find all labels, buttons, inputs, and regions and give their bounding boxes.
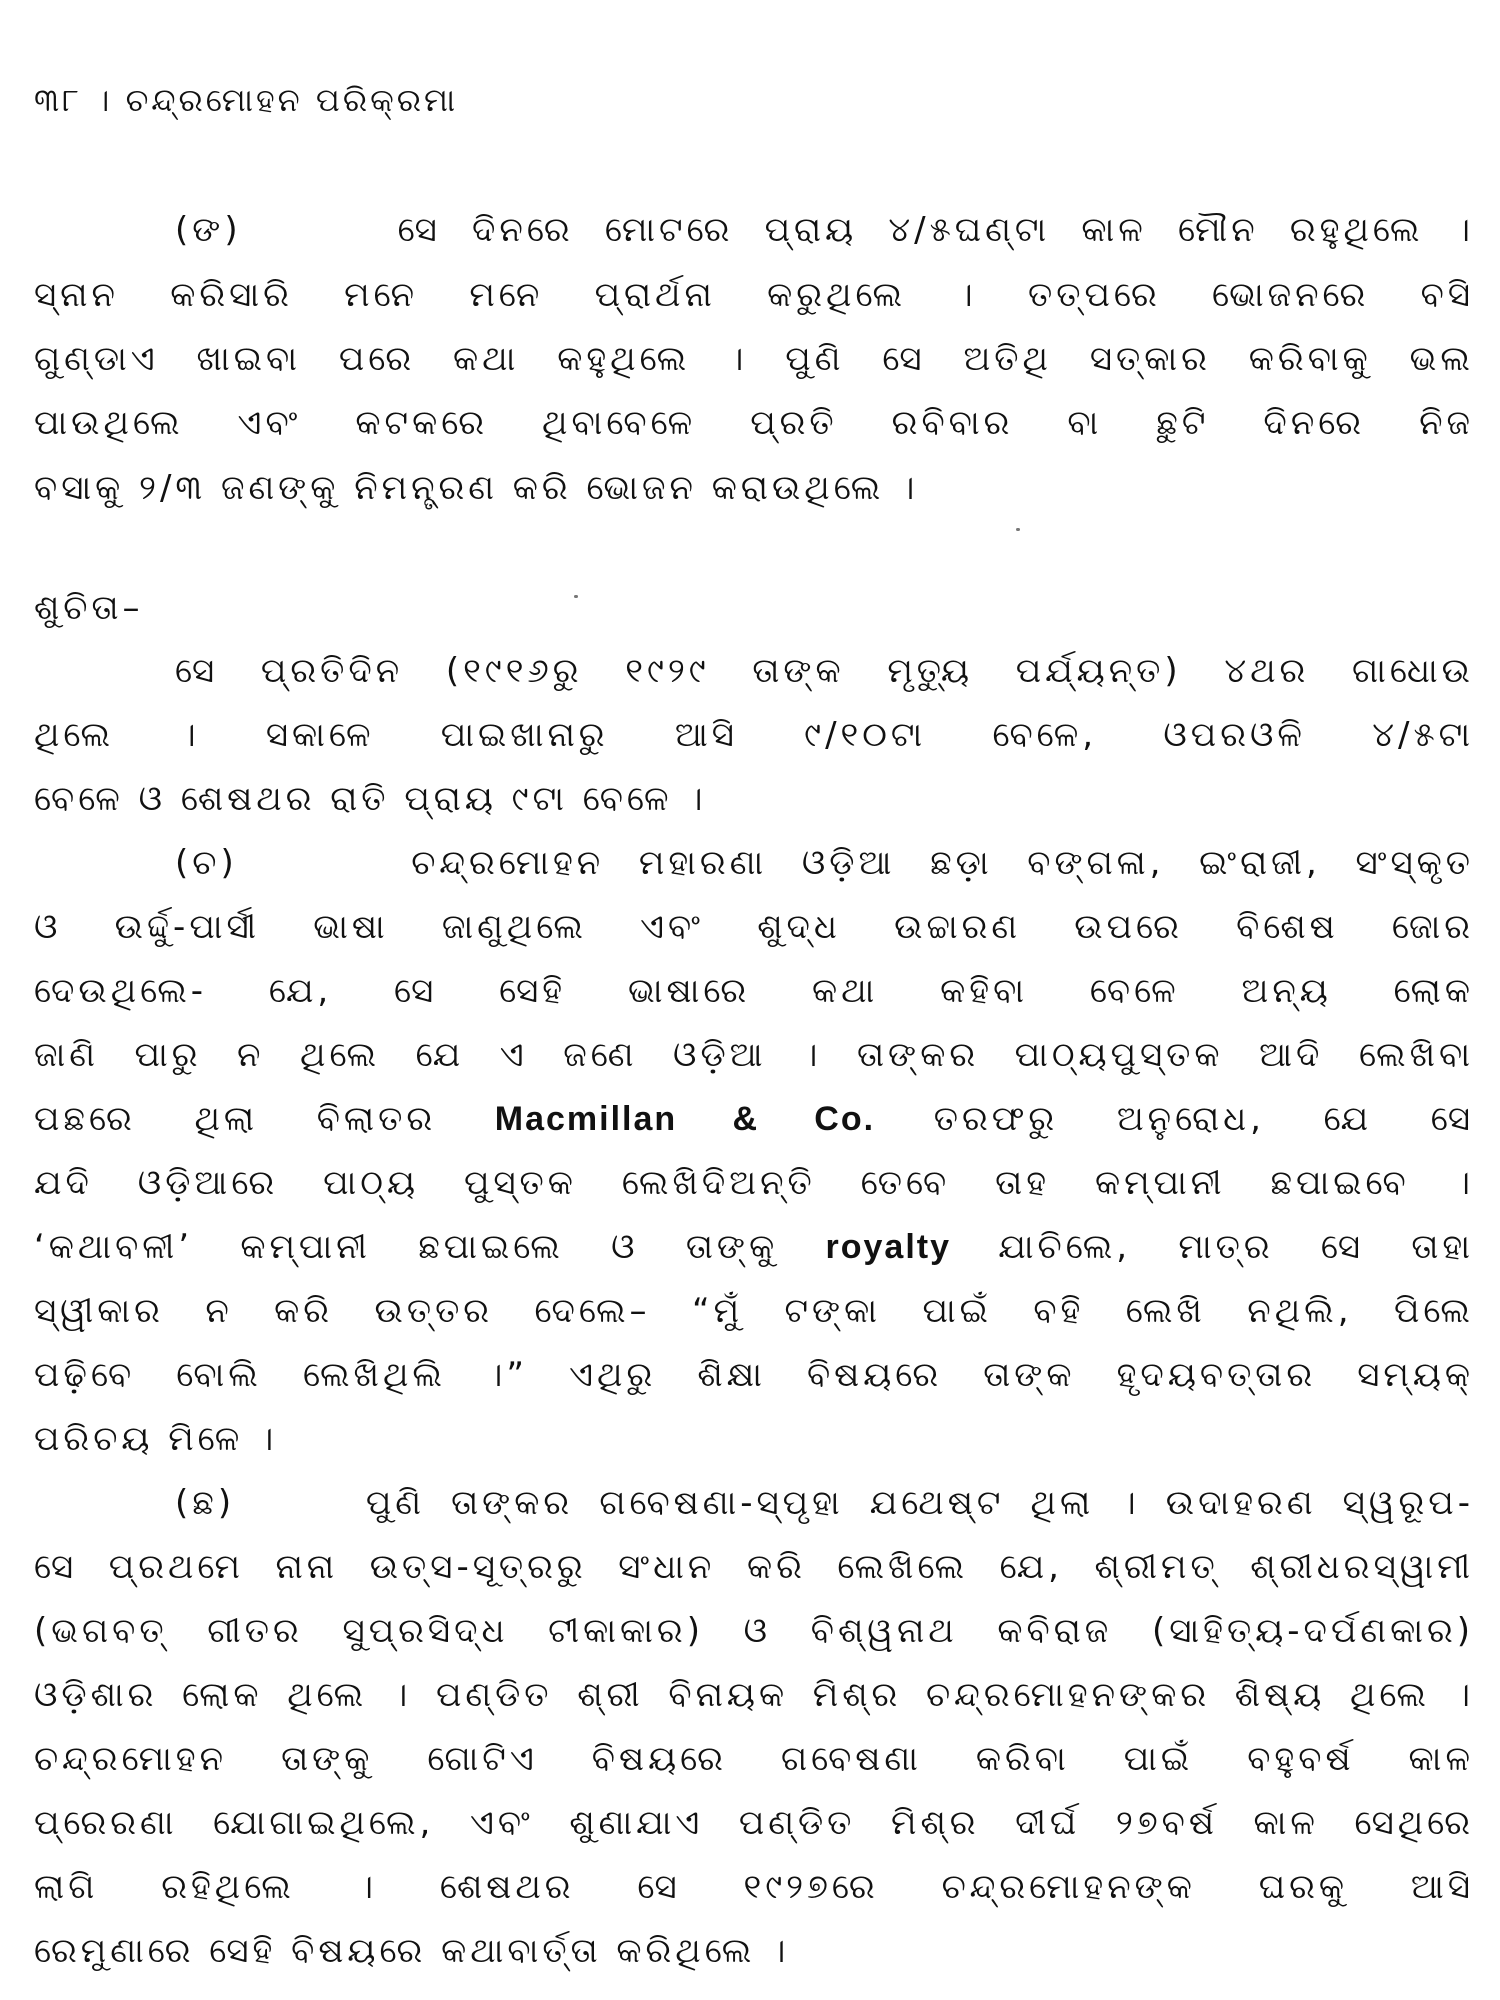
- paragraph-e-line: ଗୁଣ୍ଡାଏ ଖାଇବା ପରେ କଥା କହୁଥିଲେ । ପୁଣି ସେ ଅତିଥି ସତ୍‌କାର କରିବାକୁ ଭଲ: [34, 339, 1474, 379]
- paragraph-chh-line: ଚନ୍ଦ୍ରମୋହନ ତାଙ୍କୁ ଗୋଟିଏ ବିଷୟରେ ଗବେଷଣା କରିବା ପାଇଁ ବହୁବର୍ଷ କାଳ: [34, 1739, 1474, 1779]
- paragraph-e-line: ପାଉଥିଲେ ଏବଂ କଟକରେ ଥିବାବେଳେ ପ୍ରତି ରବିବାର ବା ଛୁଟି ଦିନରେ ନିଜ: [34, 403, 1474, 443]
- header-separator: ।: [95, 81, 113, 119]
- running-header: [34, 78, 458, 122]
- paragraph-ch-line: [34, 1094, 1474, 1144]
- scan-speck: [1016, 528, 1020, 531]
- cleanliness-line: ସେ ପ୍ରତିଦିନ (୧୯୧୬ରୁ ୧୯୨୯ ତାଙ୍କ ମୃତ୍ୟୁ ପର୍ଯ୍ୟନ୍ତ) ୪ଥର ଗାଧୋଉ: [175, 651, 1474, 691]
- royalty-word: royalty: [825, 1228, 951, 1266]
- paragraph-ch-line: ପରିଚୟ ମିଳେ ।: [34, 1419, 278, 1459]
- paragraph-chh-line: ସେ ପ୍ରଥମେ ନାନା ଉତ୍ସ-ସୂତ୍ରରୁ ସଂଧାନ କରି ଲେଖିଲେ ଯେ, ଶ୍ରୀମତ୍ ଶ୍ରୀଧରସ୍ୱାମୀ: [34, 1547, 1474, 1587]
- book-title: ଚନ୍ଦ୍ରମୋହନ ପରିକ୍ରମା: [125, 81, 459, 119]
- paragraph-chh-line: (ଭଗବତ୍ ଗୀତର ସୁପ୍ରସିଦ୍ଧ ଟୀକାକାର) ଓ ବିଶ୍ୱନାଥ କବିରାଜ (ସାହିତ୍ୟ-ଦର୍ପଣକାର): [34, 1611, 1474, 1651]
- paragraph-ch-line: ସ୍ୱୀକାର ନ କରି ଉତ୍ତର ଦେଲେ– “ମୁଁ ଟଙ୍କା ପାଇଁ ବହି ଲେଖି ନଥିଲି, ପିଲେ: [34, 1291, 1474, 1331]
- cleanliness-line: ବେଳେ ଓ ଶେଷଥର ରାତି ପ୍ରାୟ ୯ଟା ବେଳେ ।: [34, 779, 707, 819]
- paragraph-ch-text: ଯାଚିଲେ, ମାତ୍ର ସେ ତାହା: [998, 1227, 1474, 1267]
- paragraph-ch-line: ପଢ଼ିବେ ବୋଲି ଲେଖିଥିଲି ।” ଏଥିରୁ ଶିକ୍ଷା ବିଷୟରେ ତାଙ୍କ ହୃଦୟବତ୍ତାର ସମ୍ୟକ୍: [34, 1355, 1474, 1395]
- paragraph-e-line: ସ୍ନାନ କରିସାରି ମନେ ମନେ ପ୍ରାର୍ଥନା କରୁଥିଲେ । ତତ୍‌ପରେ ଭୋଜନରେ ବସି: [34, 275, 1474, 315]
- paragraph-e-line: ବସାକୁ ୨/୩ ଜଣଙ୍କୁ ନିମନ୍ତ୍ରଣ କରି ଭୋଜନ କରାଉଥିଲେ ।: [34, 468, 919, 508]
- paragraph-chh-line: ରେମୁଣାରେ ସେହି ବିଷୟରେ କଥାବାର୍ତ୍ତା କରିଥିଲେ ।: [34, 1931, 790, 1971]
- paragraph-e-label: (ଙ): [175, 210, 242, 250]
- paragraph-ch-text: ଚନ୍ଦ୍ରମୋହନ ମହାରଣା ଓଡ଼ିଆ ଛଡ଼ା ବଙ୍ଗଳା, ଇଂରାଜୀ, ସଂସ୍କୃତ: [411, 843, 1474, 883]
- scan-speck: [574, 595, 578, 598]
- paragraph-ch-text: ‘କଥାବଳୀ’ କମ୍ପାନୀ ଛପାଇଲେ ଓ ତାଙ୍କୁ: [34, 1227, 779, 1267]
- paragraph-ch-line: ଯଦି ଓଡ଼ିଆରେ ପାଠ୍ୟ ପୁସ୍ତକ ଲେଖିଦିଅନ୍ତି ତେବେ ତାହ କମ୍ପାନୀ ଛପାଇବେ ।: [34, 1163, 1474, 1203]
- paragraph-chh-line: [175, 1478, 1474, 1528]
- paragraph-ch-label: (ଚ): [175, 843, 238, 883]
- paragraph-ch-line: [175, 838, 1474, 888]
- paragraph-chh-line: ଓଡ଼ିଶାର ଲୋକ ଥିଲେ । ପଣ୍ଡିତ ଶ୍ରୀ ବିନାୟକ ମିଶ୍ର ଚନ୍ଦ୍ରମୋହନଙ୍କର ଶିଷ୍ୟ ଥିଲେ ।: [34, 1675, 1474, 1715]
- paragraph-e-text: ସେ ଦିନରେ ମୋଟରେ ପ୍ରାୟ ୪/୫ଘଣ୍ଟା କାଳ ମୌନ ରହୁଥିଲେ ।: [397, 210, 1474, 250]
- cleanliness-heading: ଶୁଚିତା–: [34, 588, 144, 628]
- paragraph-ch-line: ଦେଉଥିଲେ- ଯେ, ସେ ସେହି ଭାଷାରେ କଥା କହିବା ବେଳେ ଅନ୍ୟ ଲୋକ: [34, 971, 1474, 1011]
- paragraph-ch-line: [34, 1222, 1474, 1272]
- publisher-name: Macmillan & Co.: [494, 1100, 876, 1138]
- paragraph-ch-text: ପଛରେ ଥିଲା ବିଲାତର: [34, 1099, 437, 1139]
- paragraph-chh-text: ପୁଣି ତାଙ୍କର ଗବେଷଣା-ସ୍ପୃହା ଯଥେଷ୍ଟ ଥିଲା । ଉଦାହରଣ ସ୍ୱରୂପ-: [365, 1483, 1474, 1523]
- paragraph-ch-text: ତରଫରୁ ଅନୁରୋଧ, ଯେ ସେ: [933, 1099, 1474, 1139]
- paragraph-e-line: [175, 205, 1474, 255]
- page-number: ୩୮: [34, 81, 82, 119]
- paragraph-ch-line: ଓ ଉର୍ଦ୍ଦୁ-ପାର୍ସୀ ଭାଷା ଜାଣୁଥିଲେ ଏବଂ ଶୁଦ୍ଧ ଉଚ୍ଚାରଣ ଉପରେ ବିଶେଷ ଜୋର: [34, 907, 1474, 947]
- paragraph-chh-line: ପ୍ରେରଣା ଯୋଗାଇଥିଲେ, ଏବଂ ଶୁଣାଯାଏ ପଣ୍ଡିତ ମିଶ୍ର ଦୀର୍ଘ ୨୭ବର୍ଷ କାଳ ସେଥିରେ: [34, 1803, 1474, 1843]
- paragraph-chh-label: (ଛ): [175, 1483, 236, 1523]
- paragraph-ch-line: ଜାଣି ପାରୁ ନ ଥିଲେ ଯେ ଏ ଜଣେ ଓଡ଼ିଆ । ତାଙ୍କର ପାଠ୍ୟପୁସ୍ତକ ଆଦି ଲେଖିବା: [34, 1035, 1474, 1075]
- paragraph-chh-line: ଲାଗି ରହିଥିଲେ । ଶେଷଥର ସେ ୧୯୨୭ରେ ଚନ୍ଦ୍ରମୋହନଙ୍କ ଘରକୁ ଆସି: [34, 1867, 1474, 1907]
- cleanliness-line: ଥିଲେ । ସକାଳେ ପାଇଖାନାରୁ ଆସି ୯/୧୦ଟା ବେଳେ, ଓପରଓଳି ୪/୫ଟା: [34, 715, 1474, 755]
